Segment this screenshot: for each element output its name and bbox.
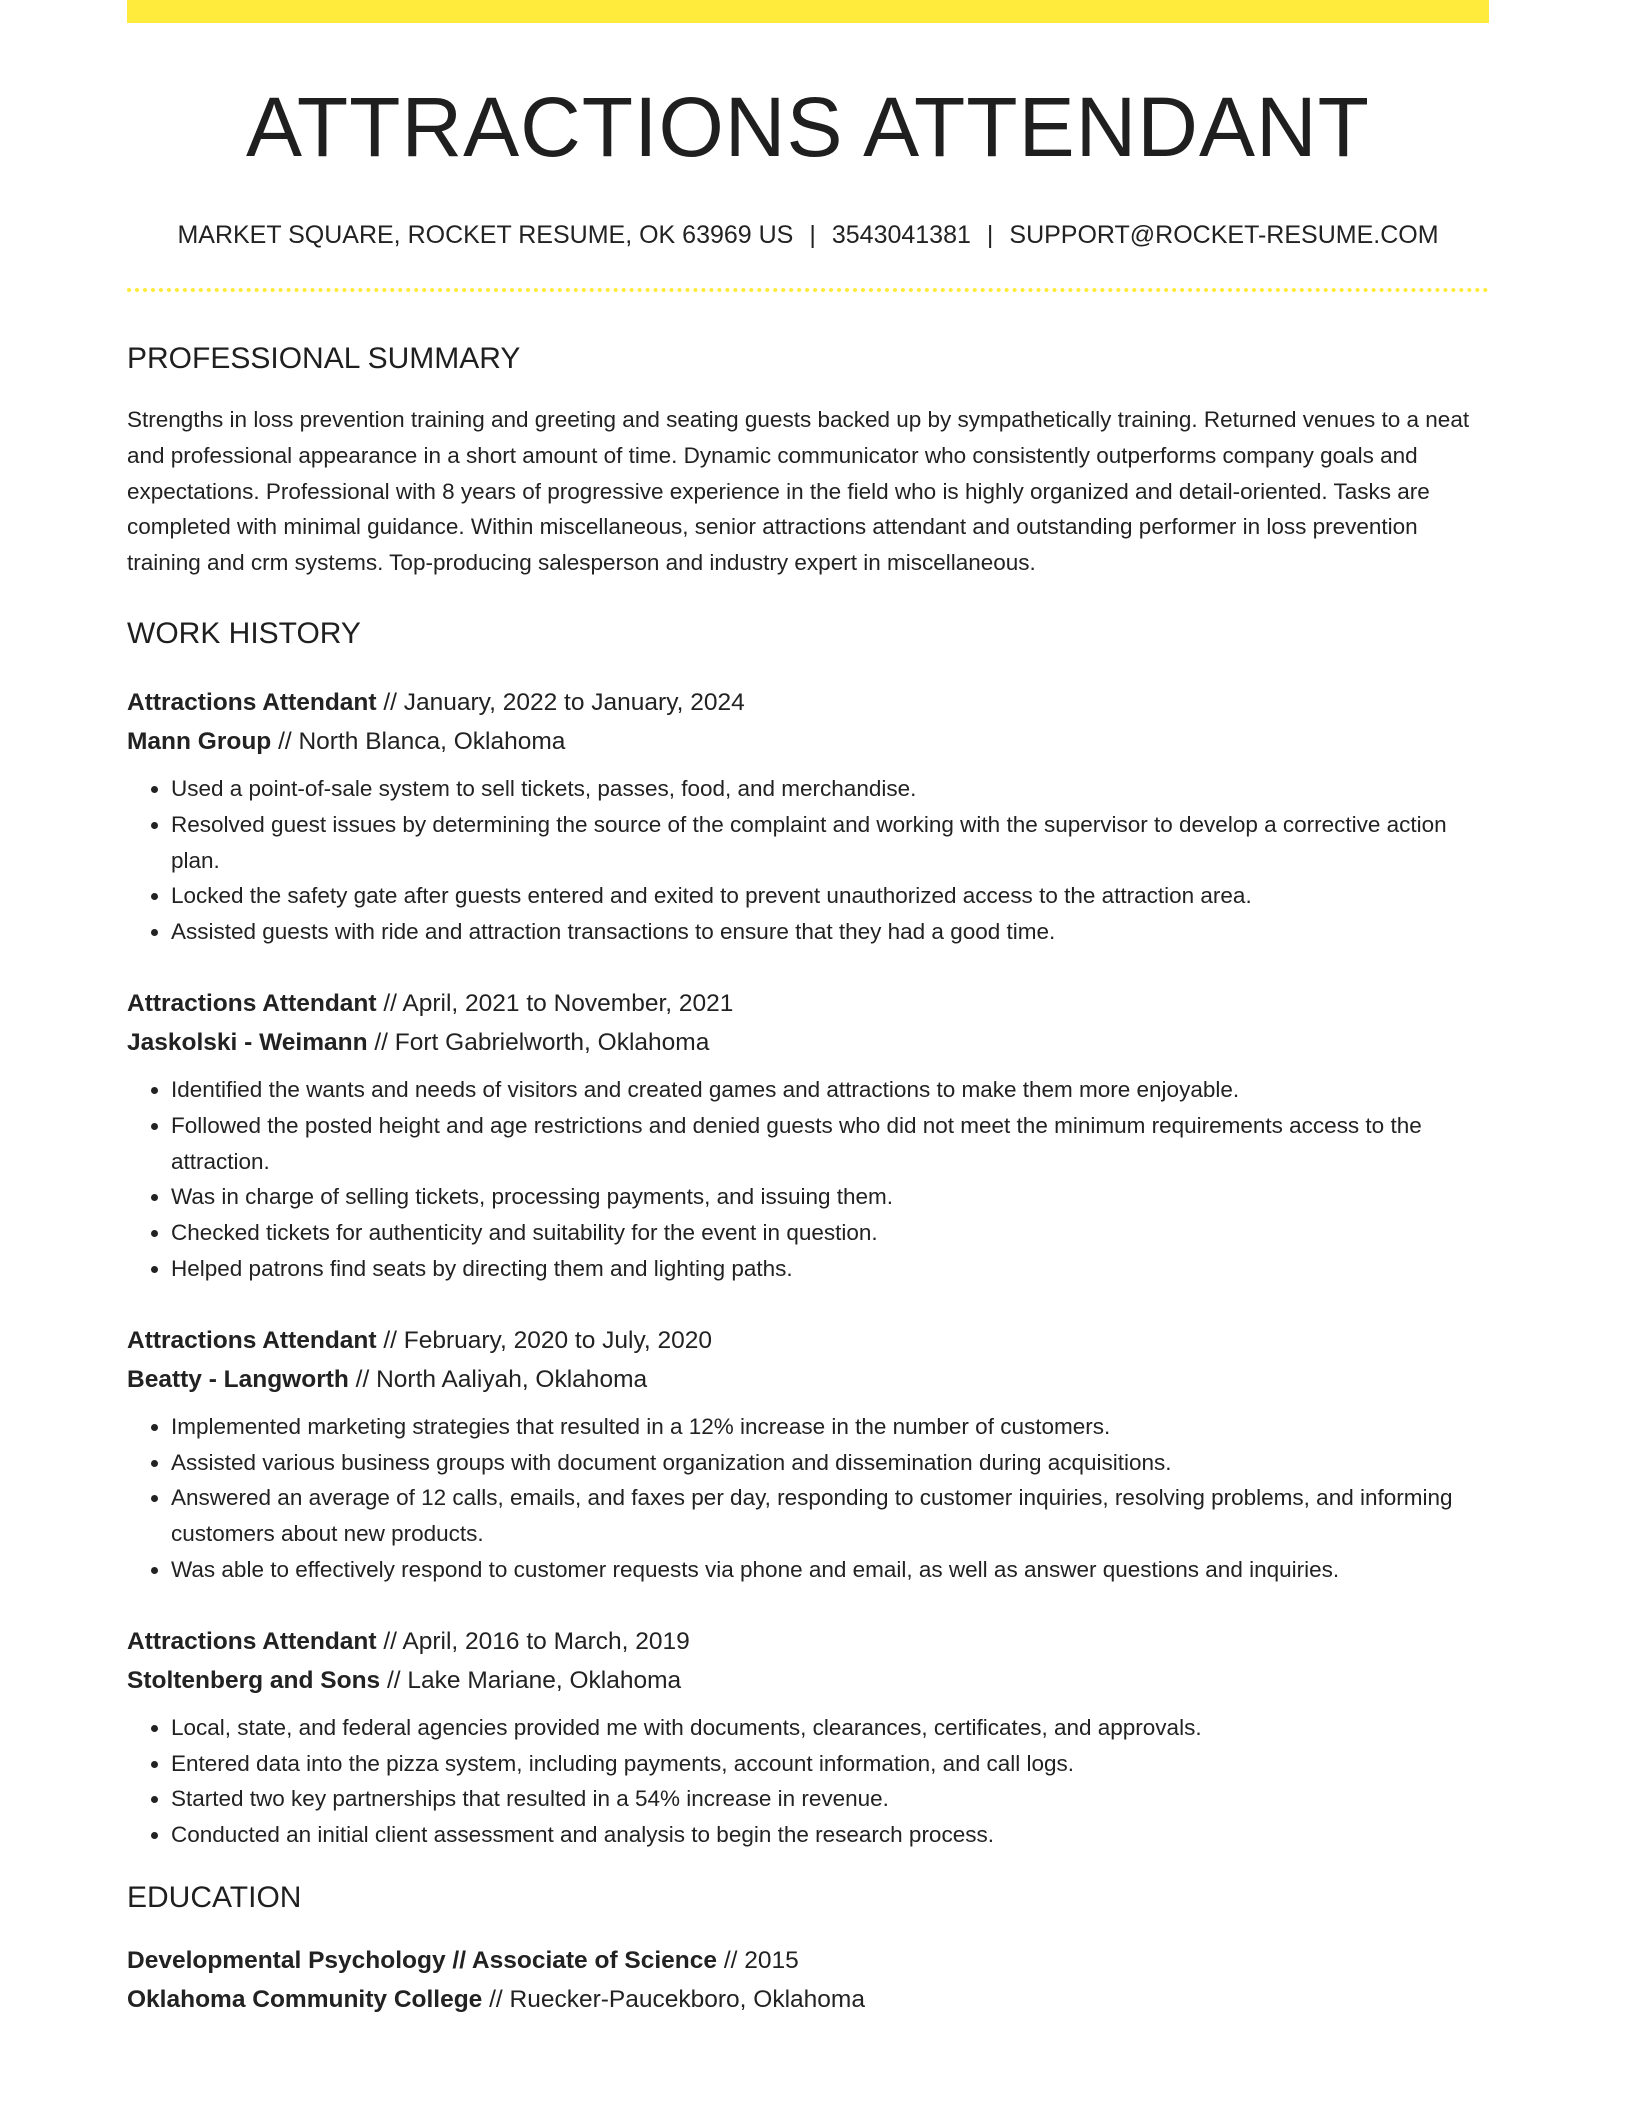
work-history-list (127, 683, 1489, 1853)
education-year: // 2015 (717, 1946, 799, 1974)
education-degree: Developmental Psychology // Associate of Science (127, 1946, 718, 1974)
job-role: Attractions Attendant (127, 1627, 377, 1655)
job-entry (127, 683, 1489, 950)
job-location: // North Blanca, Oklahoma (271, 727, 566, 755)
separator: | (809, 221, 816, 249)
job-title-line (127, 683, 1489, 722)
job-bullet: • Checked tickets for authenticity and suitability for the event in question. (171, 1215, 1489, 1251)
section-title-summary: PROFESSIONAL SUMMARY (127, 342, 521, 375)
accent-bar (127, 0, 1489, 23)
education-entry (127, 1941, 1489, 2019)
job-bullet: • Assisted guests with ride and attraction transactions to ensure that they had a good time. (171, 914, 1489, 950)
job-entry (127, 984, 1489, 1287)
job-bullet: • Local, state, and federal agencies provided me with documents, clearances, certificates, and approvals. (171, 1710, 1489, 1746)
job-bullet: • Used a point-of-sale system to sell tickets, passes, food, and merchandise. (171, 771, 1489, 807)
job-bullet: • Implemented marketing strategies that resulted in a 12% increase in the number of customers. (171, 1409, 1489, 1445)
job-location: // North Aaliyah, Oklahoma (348, 1365, 648, 1393)
dotted-divider (127, 288, 1489, 292)
job-bullet: • Helped patrons find seats by directing them and lighting paths. (171, 1251, 1489, 1287)
job-dates: // January, 2022 to January, 2024 (376, 688, 745, 716)
job-company: Mann Group (127, 727, 272, 755)
address: MARKET SQUARE, ROCKET RESUME, OK 63969 US (177, 221, 794, 249)
job-role: Attractions Attendant (127, 989, 377, 1017)
job-bullet: • Answered an average of 12 calls, emails, and faxes per day, responding to customer inquiries, resolving problems, and informing customers about new products. (171, 1480, 1489, 1552)
job-bullet: • Identified the wants and needs of visitors and created games and attractions to make them more enjoyable. (171, 1072, 1489, 1108)
job-title-line (127, 984, 1489, 1023)
job-dates: // April, 2021 to November, 2021 (376, 989, 734, 1017)
job-company: Stoltenberg and Sons (127, 1666, 381, 1694)
job-location: // Fort Gabrielworth, Oklahoma (367, 1028, 710, 1056)
job-title-line (127, 1321, 1489, 1360)
job-bullet-list (127, 771, 1489, 950)
job-company-line (127, 1661, 1489, 1700)
job-bullet: • Resolved guest issues by determining the source of the complaint and working with the supervisor to develop a corrective action plan. (171, 807, 1489, 879)
job-company-line (127, 1023, 1489, 1062)
job-bullet: • Followed the posted height and age restrictions and denied guests who did not meet the minimum requirements access to the attraction. (171, 1108, 1489, 1180)
separator: | (986, 221, 994, 249)
education-school-line (127, 1980, 1489, 2019)
education-degree-line (127, 1941, 1489, 1980)
job-bullet-list (127, 1072, 1489, 1287)
section-title-work-history: WORK HISTORY (127, 616, 361, 650)
job-bullet: • Assisted various business groups with document organization and dissemination during acquisitions. (171, 1445, 1489, 1481)
job-dates: // February, 2020 to July, 2020 (376, 1326, 713, 1354)
job-company-line (127, 1360, 1489, 1399)
job-dates: // April, 2016 to March, 2019 (376, 1627, 690, 1655)
education-location: // Ruecker-Paucekboro, Oklahoma (482, 1985, 865, 2013)
education-school: Oklahoma Community College (127, 1985, 483, 2013)
section-title-education: EDUCATION (127, 1880, 302, 1914)
job-bullet: • Locked the safety gate after guests entered and exited to prevent unauthorized access to the attraction area. (171, 878, 1489, 914)
job-title-line (127, 1622, 1489, 1661)
job-entry (127, 1622, 1489, 1853)
job-bullet-list (127, 1409, 1489, 1588)
job-bullet: • Was in charge of selling tickets, processing payments, and issuing them. (171, 1179, 1489, 1215)
resume-page (127, 0, 1489, 2019)
phone[interactable]: 3543041381 (831, 221, 971, 249)
job-company-line (127, 722, 1489, 761)
candidate-name: ATTRACTIONS ATTENDANT (246, 80, 1370, 174)
job-role: Attractions Attendant (127, 688, 377, 716)
job-bullet-list (127, 1710, 1489, 1853)
job-entry (127, 1321, 1489, 1588)
job-bullet: • Entered data into the pizza system, including payments, account information, and call logs. (171, 1746, 1489, 1782)
job-location: // Lake Mariane, Oklahoma (380, 1666, 682, 1694)
job-role: Attractions Attendant (127, 1326, 377, 1354)
job-bullet: • Was able to effectively respond to customer requests via phone and email, as well as answer questions and inquiries. (171, 1552, 1489, 1588)
summary-text: Strengths in loss prevention training and greeting and seating guests backed up by sympathetically training. Returned venues to a neat and professional appearance in a short amount of time. Dynamic communicator who consistently outperforms company goals and expectations. Professional with 8 years of progressive experience in the field who is highly organized and detail-oriented. Tasks are completed with minimal guidance. Within miscellaneous, senior attractions attendant and outstanding performer in loss prevention training and crm systems. Top-producing salesperson and industry expert in miscellaneous. (127, 407, 1470, 576)
job-bullet: • Conducted an initial client assessment and analysis to begin the research process. (171, 1817, 1489, 1853)
job-company: Beatty - Langworth (127, 1365, 349, 1393)
job-company: Jaskolski - Weimann (127, 1028, 368, 1056)
email[interactable]: SUPPORT@ROCKET-RESUME.COM (1009, 221, 1439, 249)
job-bullet: • Started two key partnerships that resulted in a 54% increase in revenue. (171, 1781, 1489, 1817)
contact-line (127, 223, 1489, 248)
